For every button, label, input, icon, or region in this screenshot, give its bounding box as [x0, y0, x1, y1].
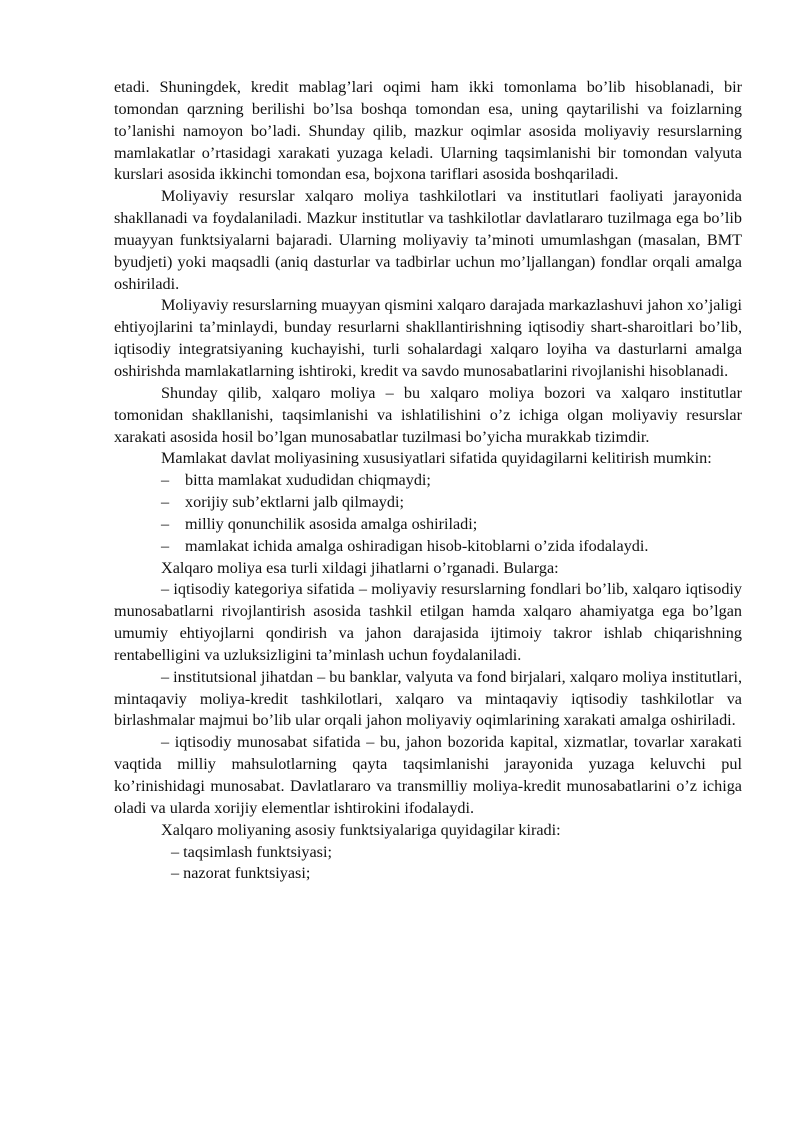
document-page — [114, 77, 742, 885]
list-item — [114, 514, 742, 536]
functions-list — [114, 842, 742, 886]
state-finance-list — [114, 470, 742, 557]
list-item: – nazorat funktsiyasi; — [171, 864, 311, 883]
paragraph-main-functions: Xalqaro moliyaning asosiy funktsiyalariga quyidagilar kiradi: — [161, 820, 561, 839]
paragraph-institutional: – institutsional jihatdan – bu banklar, valyuta va fond birjalari, xalqaro moliya institutlari, mintaqaviy moliya-kredit tashkilotlari, xalqaro va mintaqaviy iqtisodiy tashkilotlar va birlashmalar majmui bo’lib ular orqali jahon moliyaviy oqimlarining xarakati amalga oshiriladi. — [114, 667, 742, 730]
paragraph-credit-flows: etadi. Shuningdek, kredit mablag’lari oqimi ham ikki tomonlama bo’lib hisoblanadi, bir tomondan qarzning berilishi bo’lsa boshqa tomondan esa, uning qaytarilishi va foizlarning to’lanishi namoyon bo’ladi. Shunday qilib, mazkur oqimlar asosida moliyaviy resurslarning mamlakatlar o’rtasidagi xarakati yuzaga keladi. Ularning taqsimlanishi bir tomondan valyuta kurslari asosida ikkinchi tomondan esa, bojxona tariflari asosida boshqariladi. — [114, 78, 742, 184]
paragraph-definition: Shunday qilib, xalqaro moliya – bu xalqaro moliya bozori va xalqaro institutlar tomonidan shakllanishi, taqsimlanishi va ishlatilishini o’z ichiga olgan moliyaviy resurslar xarakati asosida hosil bo’lgan munosabatlar tuzilmasi bo’yicha murakkab tizimdir. — [114, 383, 742, 446]
list-item — [114, 492, 742, 514]
paragraph-financial-resources: Moliyaviy resurslar xalqaro moliya tashkilotlari va institutlari faoliyati jarayonida shakllanadi va foydalaniladi. Mazkur institutlar va tashkilotlar davlatlararo tuzilmaga ega bo’lib muayyan funktsiyalarni bajaradi. Ularning moliyaviy ta’minoti umumlashgan (masalan, BMT byudjeti) yoki maqsadli (aniq dasturlar va tadbirlar uchun mo’ljallangan) fondlar orqali amalga oshiriladi. — [114, 187, 742, 293]
list-item-text: xorijiy sub’ektlarni jalb qilmaydi; — [185, 493, 404, 512]
list-item-text: milliy qonunchilik asosida amalga oshiriladi; — [185, 514, 478, 533]
dash-icon: – — [161, 514, 170, 533]
paragraph-state-finance-features: Mamlakat davlat moliyasining xususiyatlari sifatida quyidagilarni kelitirish mumkin: — [161, 449, 712, 468]
dash-icon: – — [161, 536, 170, 555]
list-item — [114, 470, 742, 492]
list-item-text: mamlakat ichida amalga oshiradigan hisob-kitoblarni o’zida ifodalaydi. — [185, 536, 649, 555]
list-item: – taqsimlash funktsiyasi; — [171, 842, 332, 861]
list-item — [114, 536, 742, 558]
paragraph-economic-relation: – iqtisodiy munosabat sifatida – bu, jahon bozorida kapital, xizmatlar, tovarlar xarakati vaqtida milliy mahsulotlarning qayta taqsimlanishi jarayonida yuzaga keluvchi pul ko’rinishidagi munosabat. Davlatlararo va transmilliy moliya-kredit munosabatlarini o’z ichiga oladi va ularda xorijiy elementlar ishtirokini ifodalaydi. — [114, 733, 742, 817]
list-item-text: bitta mamlakat xududidan chiqmaydi; — [185, 471, 431, 490]
paragraph-economic-category: – iqtisodiy kategoriya sifatida – moliyaviy resurslarning fondlari bo’lib, xalqaro iqtisodiy munosabatlarni rivojlantirish asosida tashkil etilgan hamda xalqaro ahamiyatga ega bo’lgan umumiy ehtiyojlarni qondirish va jahon darajasida ijtimoiy takror ishlab chiqarishning rentabelligini va uzluksizligini ta’minlash uchun foydalaniladi. — [114, 580, 742, 664]
paragraph-centralization: Moliyaviy resurslarning muayyan qismini xalqaro darajada markazlashuvi jahon xo’jaligi ehtiyojlarini ta’minlaydi, bunday resurlarni shakllantirishning iqtisodiy shart-sharoitlari bo’lib, iqtisodiy integratsiyaning kuchayishi, turli sohalardagi xalqaro loyiha va dasturlarni amalga oshirishda mamlakatlarning ishtiroki, kredit va savdo munosabatlarini rivojlanishi hisoblanadi. — [114, 296, 742, 380]
dash-icon: – — [161, 471, 170, 490]
dash-icon: – — [161, 493, 170, 512]
paragraph-international-aspects: Xalqaro moliya esa turli xildagi jihatlarni o’rganadi. Bularga: — [161, 558, 559, 577]
